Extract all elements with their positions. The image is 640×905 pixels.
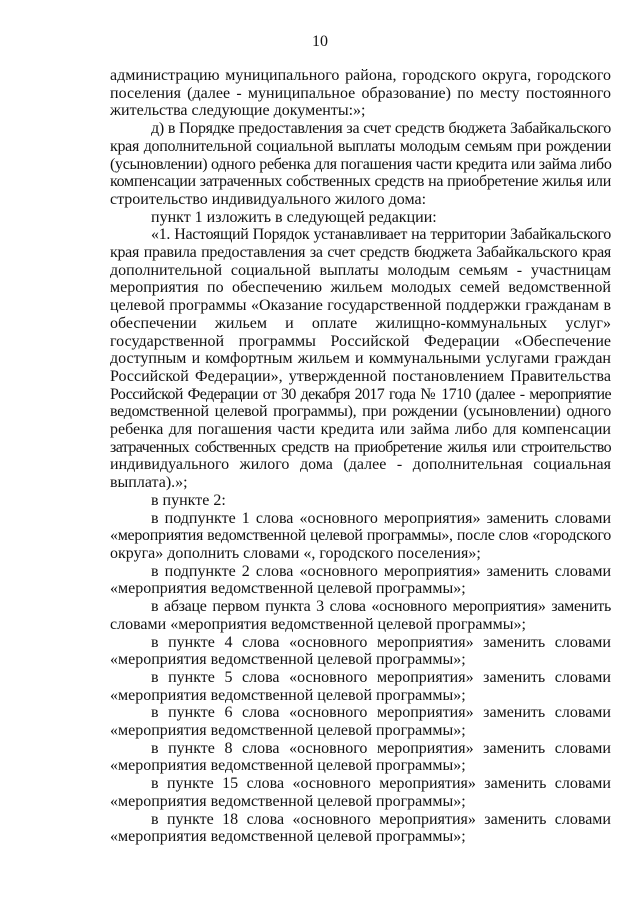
text-line: в пункте 18 слова «основного мероприятия» заменить словами (151, 810, 611, 828)
text-line: «мероприятия ведомственной целевой программы»; (110, 686, 466, 704)
text-line: «мероприятия ведомственной целевой программы»; (110, 828, 466, 846)
text-line: выплата).»; (110, 474, 188, 492)
text-line: д) в Порядке предоставления за счет средств бюджета Забайкальского (151, 120, 611, 138)
paragraph (110, 510, 611, 563)
text-line: ребенка для погашения части кредита или займа либо для компенсации (110, 421, 611, 439)
text-line: словами «мероприятия ведомственной целевой программы»; (110, 615, 526, 633)
text-line: доступным и комфортным жильем и коммунальными услугами граждан (110, 350, 611, 368)
text-line: «мероприятия ведомственной целевой программы»; (110, 722, 466, 740)
text-line: целевой программы «Оказание государственной поддержки гражданам в (110, 297, 611, 315)
paragraph (110, 704, 611, 739)
paragraph (110, 67, 611, 120)
text-line: (усыновлении) одного ребенка для погашения части кредита или займа либо (110, 155, 612, 173)
paragraph (110, 740, 611, 775)
paragraph (110, 120, 611, 209)
text-line: жительства следующие документы:»; (110, 102, 366, 120)
text-line: поселения (далее - муниципальное образование) по месту постоянного (110, 84, 611, 102)
paragraph (110, 598, 611, 633)
text-line: округа» дополнить словами «, городского поселения»; (110, 544, 481, 562)
text-line: мероприятия по обеспечению жильем молодых семей ведомственной (110, 279, 611, 297)
text-line: индивидуального жилого дома (далее - дополнительная социальная (110, 456, 611, 474)
paragraph (110, 775, 611, 810)
paragraph (110, 669, 611, 704)
text-line: администрацию муниципального района, городского округа, городского (110, 67, 611, 84)
text-line: обеспечении жильем и оплате жилищно-коммунальных услуг» (110, 314, 611, 332)
text-line: Российской Федерации от 30 декабря 2017 года № 1710 (далее - мероприятие (110, 385, 611, 403)
text-line: в пункте 6 слова «основного мероприятия» заменить словами (151, 704, 611, 722)
text-line: «1. Настоящий Порядок устанавливает на территории Забайкальского (151, 226, 611, 244)
text-line: «мероприятия ведомственной целевой программы», после слов «городского (110, 527, 611, 545)
paragraph (110, 492, 611, 510)
text-line: в пункте 5 слова «основного мероприятия» заменить словами (151, 668, 611, 686)
page-number: 10 (312, 33, 328, 50)
text-line: затраченных собственных средств на приобретение жилья или строительство (110, 438, 611, 456)
text-line: ведомственной целевой программы), при рождении (усыновлении) одного (110, 403, 611, 421)
paragraph (110, 811, 611, 846)
text-line: дополнительной социальной выплаты молодым семьям - участницам (110, 261, 611, 279)
text-line: строительство индивидуального жилого дома: (110, 190, 427, 208)
paragraph (110, 209, 611, 227)
text-line: «мероприятия ведомственной целевой программы»; (110, 792, 466, 810)
text-line: пункт 1 изложить в следующей редакции: (151, 208, 437, 226)
text-line: «мероприятия ведомственной целевой программы»; (110, 580, 466, 598)
text-line: в подпункте 2 слова «основного мероприятия» заменить словами (151, 562, 611, 580)
text-line: в абзаце первом пункта 3 слова «основного мероприятия» заменить (151, 598, 611, 616)
text-line: Российской Федерации», утвержденной постановлением Правительства (110, 367, 611, 385)
text-line: края правила предоставления за счет средств бюджета Забайкальского края (110, 244, 611, 262)
paragraph (110, 226, 611, 492)
text-line: в пункте 2: (151, 491, 226, 509)
text-line: компенсации затраченных собственных средств на приобретение жилья или (110, 173, 611, 191)
paragraph (110, 634, 611, 669)
text-line: «мероприятия ведомственной целевой программы»; (110, 651, 466, 669)
text-line: в подпункте 1 слова «основного мероприятия» заменить словами (151, 509, 611, 527)
text-line: государственной программы Российской Федерации «Обеспечение (110, 332, 611, 350)
text-line: «мероприятия ведомственной целевой программы»; (110, 757, 466, 775)
text-line: в пункте 8 слова «основного мероприятия» заменить словами (151, 739, 611, 757)
document-body (110, 67, 611, 846)
paragraph (110, 563, 611, 598)
text-line: в пункте 4 слова «основного мероприятия» заменить словами (151, 633, 611, 651)
text-line: в пункте 15 слова «основного мероприятия» заменить словами (151, 775, 611, 793)
text-line: края дополнительной социальной выплаты молодым семьям при рождении (110, 137, 611, 155)
